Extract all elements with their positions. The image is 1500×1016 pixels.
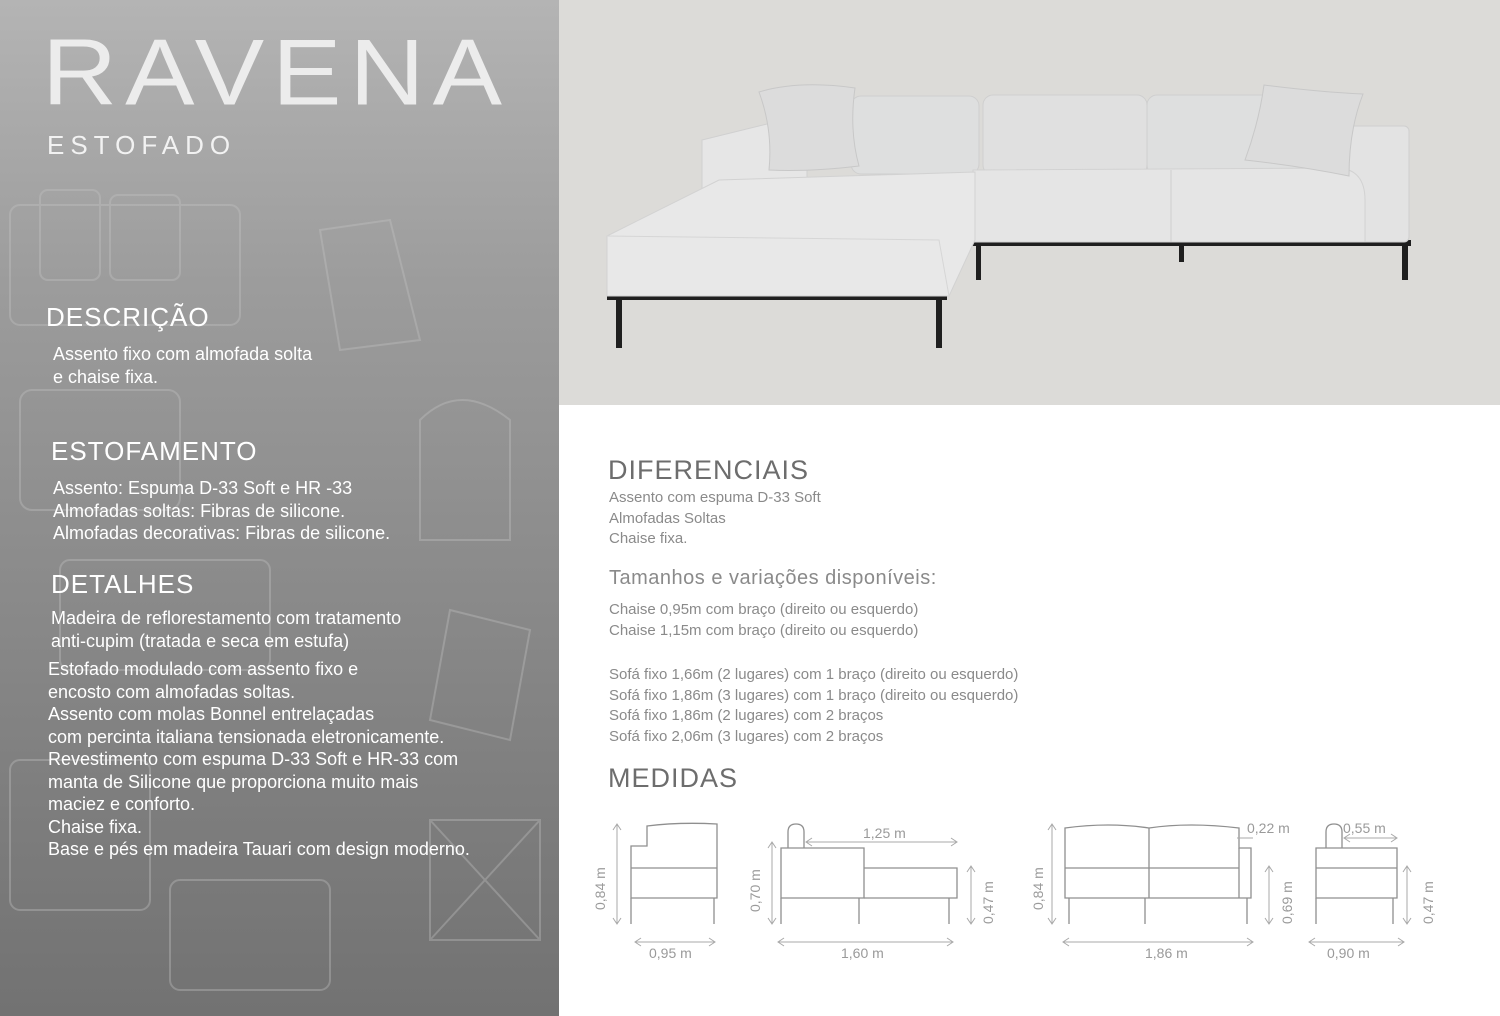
d4-depth-label: 0,90 m xyxy=(1327,945,1370,961)
dimension-drawing-3 xyxy=(1030,820,1295,961)
estofamento-line: Assento: Espuma D-33 Soft e HR -33 xyxy=(53,478,353,498)
tamanhos-item: Sofá fixo 1,86m (3 lugares) com 1 braço (direito ou esquerdo) xyxy=(609,686,1019,704)
diferenciais-item: Chaise fixa. xyxy=(609,530,688,547)
tamanhos-chaise-list xyxy=(609,600,918,641)
detalhes-line: encosto com almofadas soltas. xyxy=(48,681,296,702)
diferenciais-title: DIFERENCIAIS xyxy=(608,455,810,485)
d3-seat-height-label: 0,69 m xyxy=(1279,881,1295,924)
d4-depth-top-label: 0,55 m xyxy=(1343,820,1386,836)
d3-arm-label: 0,22 m xyxy=(1247,820,1290,836)
detalhes-line: maciez e conforto. xyxy=(48,794,196,814)
tamanhos-title: Tamanhos e variações disponíveis: xyxy=(609,567,937,589)
descricao-line: Assento fixo com almofada solta xyxy=(53,344,313,364)
tamanhos-sofa-list xyxy=(609,665,1018,747)
detalhes-line: anti-cupim (tratada e seca em estufa) xyxy=(51,630,350,651)
d3-height-label: 0,84 m xyxy=(1030,867,1046,910)
tamanhos-item: Chaise 1,15m com braço (direito ou esquerdo) xyxy=(609,621,919,639)
tamanhos-item: Sofá fixo 2,06m (3 lugares) com 2 braços xyxy=(609,727,884,745)
estofamento-line: Almofadas soltas: Fibras de silicone. xyxy=(53,500,346,521)
detalhes-text-b xyxy=(48,658,470,861)
detalhes-line: Base e pés em madeira Tauari com design moderno. xyxy=(48,839,470,859)
detalhes-line: Madeira de reflorestamento com tratamento xyxy=(51,608,402,628)
tamanhos-item: Sofá fixo 1,66m (2 lugares) com 1 braço (direito ou esquerdo) xyxy=(609,666,1019,683)
diferenciais-list xyxy=(609,488,821,550)
brand-subtitle: ESTOFADO xyxy=(47,130,237,160)
estofamento-line: Almofadas decorativas: Fibras de silicone. xyxy=(53,523,391,543)
detalhes-line: Assento com molas Bonnel entrelaçadas xyxy=(48,704,375,724)
detalhes-line: Estofado modulado com assento fixo e xyxy=(48,659,359,679)
brand-name: RAVENA xyxy=(42,20,510,126)
estofamento-text xyxy=(53,477,390,545)
left-panel xyxy=(0,0,559,1016)
dimension-drawing-2 xyxy=(747,824,996,961)
descricao-title: DESCRIÇÃO xyxy=(46,302,210,332)
dimension-drawing-4 xyxy=(1309,820,1436,961)
diferenciais-item: Assento com espuma D-33 Soft xyxy=(609,489,821,506)
descricao-text xyxy=(53,343,312,388)
detalhes-text-a xyxy=(51,607,401,652)
sofa-illustration xyxy=(559,0,1500,405)
detalhes-line: Chaise fixa. xyxy=(48,816,143,837)
d2-seat-height-label: 0,47 m xyxy=(980,881,996,924)
dimension-drawing-1 xyxy=(592,823,717,961)
d1-height-label: 0,84 m xyxy=(592,867,608,910)
tamanhos-item: Sofá fixo 1,86m (2 lugares) com 2 braços xyxy=(609,707,884,724)
descricao-line: e chaise fixa. xyxy=(53,366,159,387)
d1-width-label: 0,95 m xyxy=(649,945,692,961)
detalhes-line: manta de Silicone que proporciona muito mais xyxy=(48,771,419,792)
d3-width-label: 1,86 m xyxy=(1145,945,1188,961)
dimension-drawings xyxy=(559,806,1500,1016)
detalhes-line: Revestimento com espuma D-33 Soft e HR-33 com xyxy=(48,749,459,769)
d2-chaise-length-label: 1,25 m xyxy=(863,825,906,841)
detalhes-title: DETALHES xyxy=(51,569,195,599)
tamanhos-item: Chaise 0,95m com braço (direito ou esquerdo) xyxy=(609,601,919,618)
detalhes-line: com percinta italiana tensionada eletronicamente. xyxy=(48,726,445,747)
diferenciais-item: Almofadas Soltas xyxy=(609,509,726,527)
d4-seat-height-label: 0,47 m xyxy=(1420,881,1436,924)
d2-back-height-label: 0,70 m xyxy=(747,869,763,912)
medidas-title: MEDIDAS xyxy=(608,763,739,793)
product-photo-area xyxy=(559,0,1500,405)
estofamento-title: ESTOFAMENTO xyxy=(51,436,258,466)
d2-width-label: 1,60 m xyxy=(841,945,884,961)
